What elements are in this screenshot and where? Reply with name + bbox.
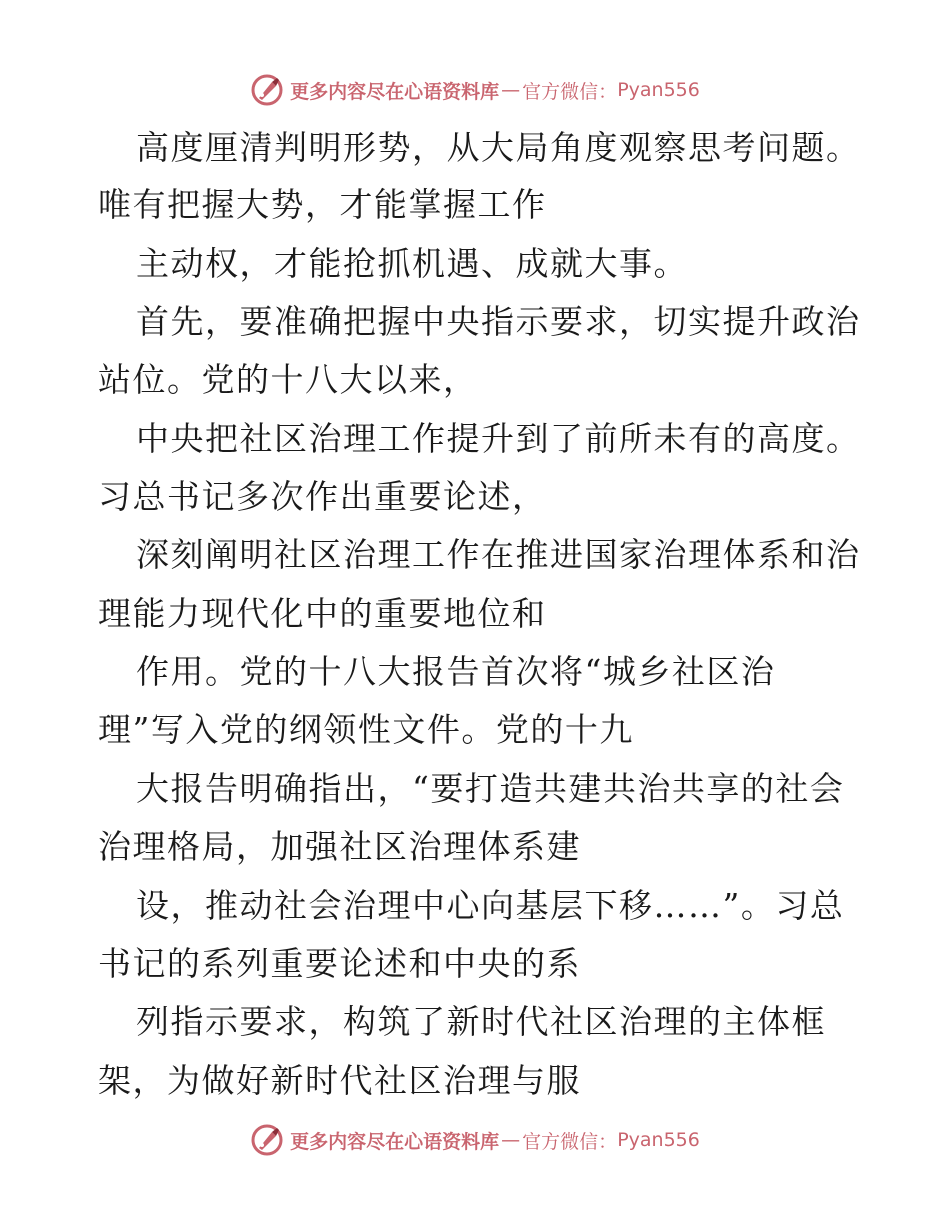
banner-wechat-label: 官方微信： bbox=[522, 1130, 618, 1153]
footer-banner bbox=[0, 1120, 950, 1160]
text-line: 治理格局，加强社区治理体系建 bbox=[98, 827, 581, 866]
banner-main-text: 更多内容尽在心语资料库 bbox=[290, 1130, 500, 1153]
pen-nib-logo-icon bbox=[250, 1123, 284, 1157]
banner-wechat-id: Pyan556 bbox=[617, 79, 700, 101]
text-line: 主动权，才能抢抓机遇、成就大事。 bbox=[136, 244, 688, 283]
text-line: 理能力现代化中的重要地位和 bbox=[98, 594, 547, 633]
text-line: 高度厘清判明形势，从大局角度观察思考问题。 bbox=[136, 128, 861, 167]
pen-nib-logo-icon bbox=[250, 73, 284, 107]
text-line: 站位。党的十八大以来， bbox=[98, 360, 478, 399]
header-banner bbox=[0, 70, 950, 110]
text-line: 中央把社区治理工作提升到了前所未有的高度。 bbox=[136, 419, 861, 458]
text-line: 唯有把握大势，才能掌握工作 bbox=[98, 185, 547, 224]
text-line: 首先，要准确把握中央指示要求，切实提升政治 bbox=[136, 302, 861, 341]
text-line: 理”写入党的纲领性文件。党的十九 bbox=[98, 710, 634, 749]
text-line: 大报告明确指出，“要打造共建共治共享的社会 bbox=[136, 769, 845, 808]
text-line: 深刻阐明社区治理工作在推进国家治理体系和治 bbox=[136, 535, 861, 574]
banner-wechat-id: Pyan556 bbox=[617, 1129, 700, 1151]
text-line: 习总书记多次作出重要论述， bbox=[98, 477, 547, 516]
text-line: 书记的系列重要论述和中央的系 bbox=[98, 944, 581, 983]
text-line: 设，推动社会治理中心向基层下移……”。习总 bbox=[136, 886, 845, 925]
banner-wechat-label: 官方微信： bbox=[522, 80, 618, 103]
banner-dash: — bbox=[501, 1129, 521, 1151]
text-line: 作用。党的十八大报告首次将“城乡社区治 bbox=[136, 652, 776, 691]
banner-main-text: 更多内容尽在心语资料库 bbox=[290, 80, 500, 103]
banner-dash: — bbox=[501, 79, 521, 101]
text-line: 列指示要求，构筑了新时代社区治理的主体框 bbox=[136, 1002, 826, 1041]
text-line: 架，为做好新时代社区治理与服 bbox=[98, 1061, 581, 1100]
